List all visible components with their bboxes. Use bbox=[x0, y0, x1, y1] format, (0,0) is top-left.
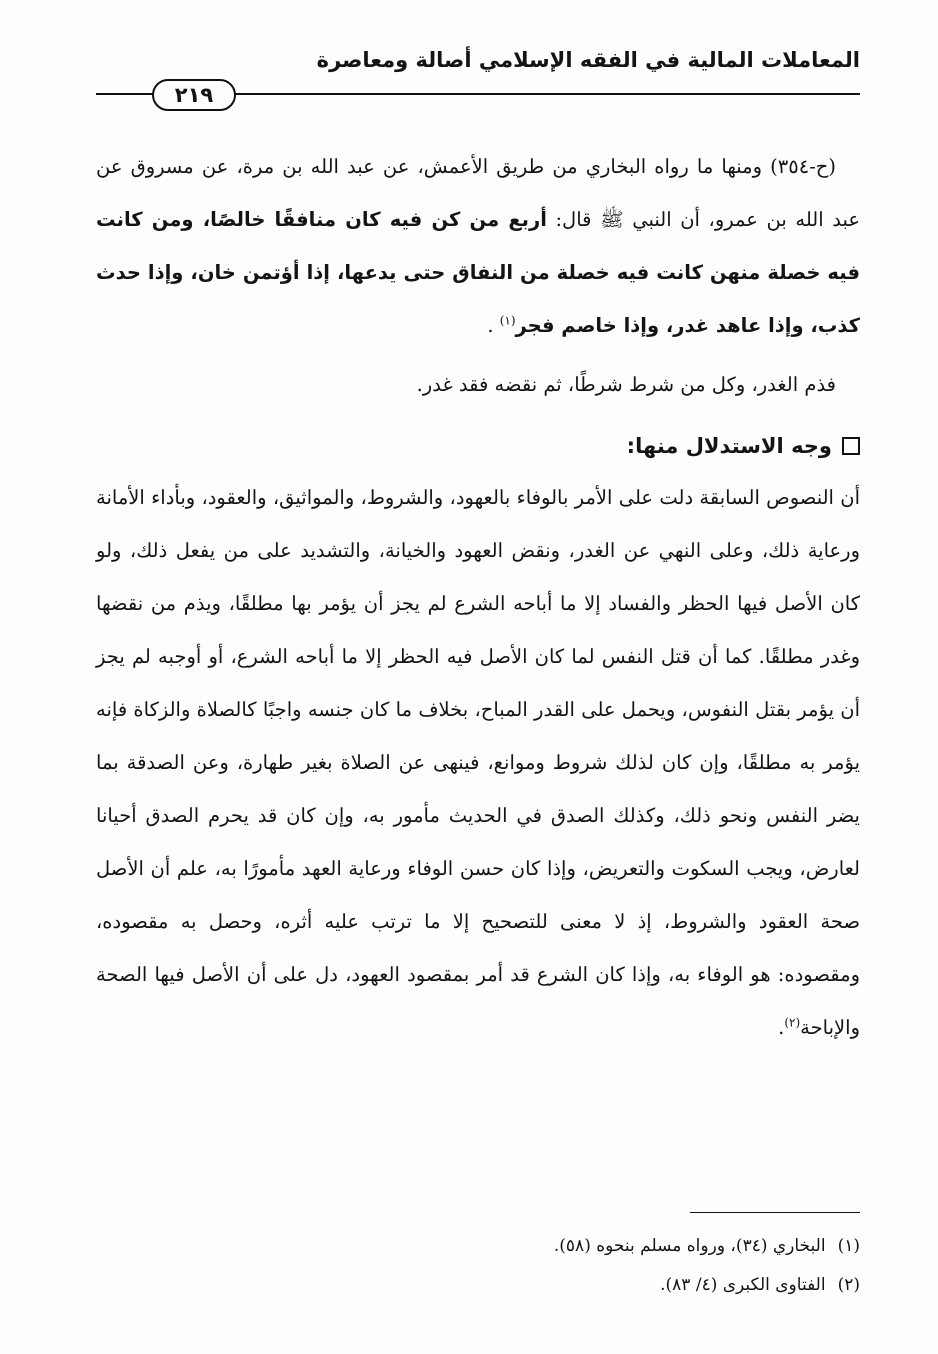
checkbox-square-icon bbox=[842, 437, 860, 455]
page-number-badge bbox=[152, 79, 236, 111]
footnote-ref-2: (٢) bbox=[784, 1015, 801, 1030]
reasoning-end: . bbox=[778, 1016, 785, 1039]
section-heading-text: وجه الاستدلال منها: bbox=[626, 434, 832, 458]
page-number: ٢١٩ bbox=[174, 83, 214, 107]
section-heading bbox=[96, 421, 860, 471]
running-header-title: المعاملات المالية في الفقه الإسلامي أصالة ومعاصرة bbox=[316, 48, 860, 72]
footnote-1-text: البخاري (٣٤)، ورواه مسلم بنحوه (٥٨). bbox=[553, 1236, 826, 1256]
hadith-intro: (ح-٣٥٤) ومنها ما رواه البخاري من طريق الأعمش، عن عبد الله بن مرة، عن مسروق عن عبد الله بن عمرو، أن النبي ﷺ قال: bbox=[96, 155, 860, 231]
footnote-ref-1: (١) bbox=[499, 313, 516, 328]
main-text bbox=[96, 140, 860, 1054]
footnote-2-text: الفتاوى الكبرى (٤/ ٨٣). bbox=[660, 1275, 826, 1295]
hadith-paragraph bbox=[96, 140, 860, 352]
footnote-2 bbox=[160, 1272, 860, 1298]
condemnation-paragraph: فذم الغدر، وكل من شرط شرطًا، ثم نقضه فقد غدر. bbox=[416, 373, 836, 396]
footnote-2-number: (٢) bbox=[837, 1275, 860, 1295]
hadith-end: . bbox=[487, 314, 500, 337]
hadith-quote: أربع من كن فيه كان منافقًا خالصًا، ومن كانت فيه خصلة منهن كانت فيه خصلة من النفاق حتى يدعها، إذا أؤتمن خان، وإذا حدث كذب، وإذا عاهد غدر، وإذا خاصم فجر bbox=[96, 208, 860, 337]
reasoning-paragraph bbox=[96, 471, 860, 1054]
footnote-1 bbox=[160, 1233, 860, 1259]
footnote-rule bbox=[690, 1212, 860, 1213]
footnote-1-number: (١) bbox=[837, 1236, 860, 1256]
reasoning-text: أن النصوص السابقة دلت على الأمر بالوفاء بالعهود، والشروط، والمواثيق، والعقود، وبأداء الأمانة ورعاية ذلك، وعلى النهي عن الغدر، ونقض العهود والخيانة، والتشديد على من يفعل ذلك، ولو كان الأصل فيها الحظر والفساد إلا ما أباحه الشرع لم يجز أن يؤمر بها مطلقًا، ويذم من نقضها وغدر مطلقًا. كما أن قتل النفس لما كان الأصل فيه الحظر إلا ما أباحه الشرع، أو أوجبه لم يجز أن يؤمر بقتل النفوس، ويحمل على القدر المباح، بخلاف ما كان جنسه واجبًا كالصلاة والزكاة فإنه يؤمر به مطلقًا، وإن كان لذلك شروط وموانع، فينهى عن الصلاة بغير طهارة، وعن الصدقة بما يضر النفس ونحو ذلك، وكذلك الصدق في الحديث مأمور به، وإن كان قد يحرم الصدق أحيانا لعارض، ويجب السكوت والتعريض، وإذا كان حسن الوفاء ورعاية العهد مأمورًا به، علم أن الأصل صحة العقود والشروط، إذ لا معنى للتصحيح إلا ما ترتب عليه أثره، وحصل به مقصوده، ومقصوده: هو الوفاء به، وإذا كان الشرع قد أمر بمقصود العهود، دل على أن الأصل فيها الصحة والإباحة bbox=[96, 486, 860, 1039]
